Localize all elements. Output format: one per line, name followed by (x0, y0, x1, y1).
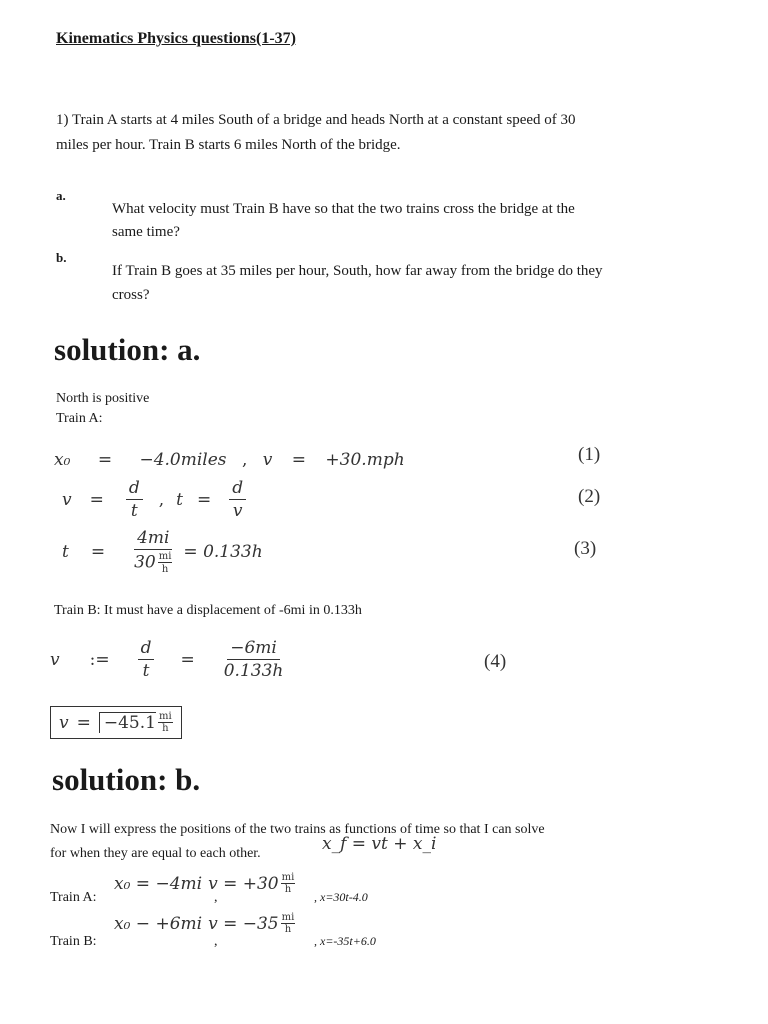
train-a-label: Train A: (56, 411, 103, 426)
problem-line-2: miles per hour. Train B starts 6 miles North of the bridge. (56, 137, 401, 153)
train-b-position-result: , x=-35t+6.0 (314, 934, 376, 948)
equation-3: t = 4mi 30 $\frac{mi}{h}$ = 0.133h (62, 528, 263, 575)
part-b-line-1: If Train B goes at 35 miles per hour, South, how far away from the bridge do they (112, 263, 603, 279)
general-position-equation: x_f = vt + x_i (322, 834, 437, 854)
north-positive-note: North is positive (56, 391, 150, 406)
equation-4-number: (4) (484, 651, 507, 672)
train-a-initial-conditions: x₀ = −4mi v = +30 $\frac{mi}{h}$ (114, 872, 295, 895)
equation-3-number: (3) (574, 538, 597, 559)
problem-line-1: 1) Train A starts at 4 miles South of a bridge and heads North at a constant speed of 30 (56, 112, 576, 128)
solution-b-text-line-2: for when they are equal to each other. (50, 846, 261, 861)
train-b-label: Train B: (50, 934, 97, 949)
equation-2: v = $\frac{d}{t}$ , t = $\frac{d}{v}$ (62, 478, 250, 521)
eq1-lhs: x₀ (54, 450, 71, 470)
train-b-displacement-text: Train B: It must have a displacement of -6mi in 0.133h (54, 603, 362, 618)
equation-4: v := $\frac{d}{t}$ = $\frac{-6mi}{0.133h}$ (50, 638, 284, 681)
part-b-line-2: cross? (112, 287, 150, 303)
equation-1-number: (1) (578, 444, 601, 465)
train-b-initial-conditions: x₀ − +6mi v = −35 $\frac{mi}{h}$ (114, 912, 295, 935)
solution-b-heading: solution: b. (52, 762, 201, 797)
solution-b-text-line-1: Now I will express the positions of the two trains as functions of time so that I can solve (50, 822, 545, 837)
equation-1: x₀ = −4.0miles , v = +30.mph (54, 450, 405, 470)
eq1-rhs: −4.0miles (139, 450, 227, 470)
equation-2-number: (2) (578, 486, 601, 507)
train-a-comma: , (214, 890, 218, 905)
part-a-label: a. (56, 188, 66, 203)
part-b-label: b. (56, 250, 67, 265)
train-b-comma: , (214, 934, 218, 949)
solution-a-heading: solution: a. (54, 332, 201, 367)
answer-a-box: v = −45.1 $\frac{mi}{h}$ (50, 706, 182, 739)
part-a-line-2: same time? (112, 224, 180, 240)
part-a-line-1: What velocity must Train B have so that the two trains cross the bridge at the (112, 201, 575, 217)
train-a-b-label: Train A: (50, 890, 97, 905)
page-title: Kinematics Physics questions(1-37) (56, 30, 296, 47)
train-a-position-result: , x=30t-4.0 (314, 890, 368, 904)
